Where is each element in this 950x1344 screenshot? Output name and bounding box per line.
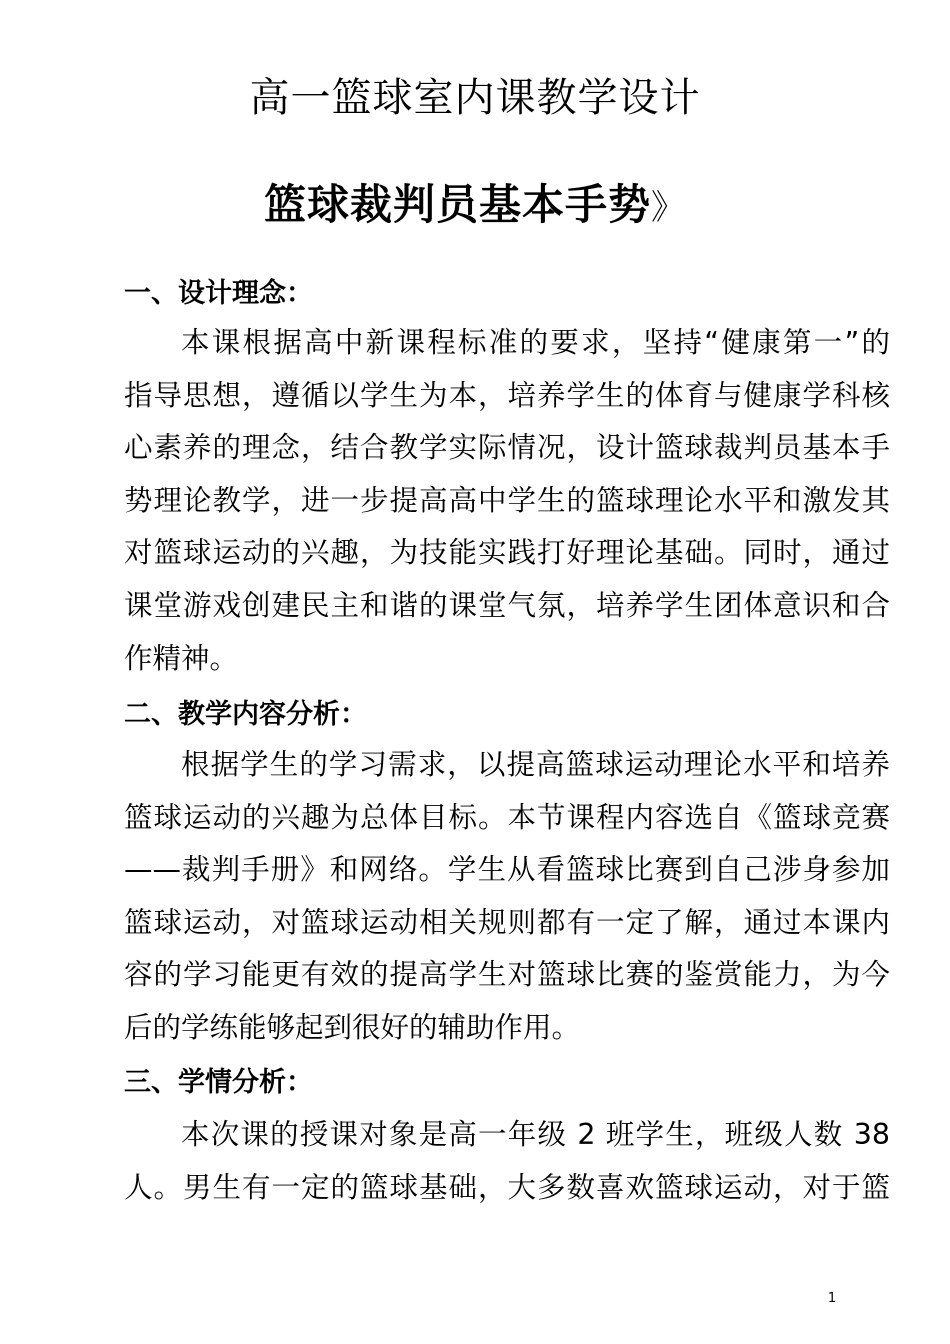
paragraph-line: 后的学练能够起到很好的辅助作用。 bbox=[124, 1010, 581, 1044]
subtitle-closing-bracket: 》 bbox=[651, 188, 686, 228]
paragraph-line: ——裁判手册》和网络。学生从看篮球比赛到自己涉身参加 bbox=[124, 853, 890, 887]
subtitle-text: 篮球裁判员基本手势 bbox=[263, 180, 651, 229]
paragraph-line: 课堂游戏创建民主和谐的课堂气氛，培养学生团体意识和合 bbox=[124, 588, 890, 622]
section-paragraph-content-analysis bbox=[124, 739, 890, 1055]
paragraph-line: 人。男生有一定的篮球基础，大多数喜欢篮球运动，对于篮 bbox=[124, 1170, 890, 1204]
section-heading-learner-analysis: 三、学情分析： bbox=[124, 1067, 313, 1098]
paragraph-line: 篮球运动，对篮球运动相关规则都有一定了解，通过本课内 bbox=[124, 905, 890, 939]
paragraph-line: 篮球运动的兴趣为总体目标。本节课程内容选自《篮球竞赛 bbox=[124, 800, 890, 834]
paragraph-line: 容的学习能更有效的提高学生对篮球比赛的鉴赏能力，为今 bbox=[124, 958, 890, 992]
paragraph-line: 本次课的授课对象是高一年级 2 班学生，班级人数 38 bbox=[181, 1118, 890, 1151]
paragraph-line: 指导思想，遵循以学生为本，培养学生的体育与健康学科核 bbox=[124, 378, 890, 412]
section-paragraph-learner-analysis bbox=[124, 1109, 890, 1214]
paragraph-line: 势理论教学，进一步提高高中学生的篮球理论水平和激发其 bbox=[124, 483, 890, 517]
page-number: 1 bbox=[827, 1291, 837, 1306]
document-subtitle bbox=[0, 176, 950, 237]
paragraph-line: 心素养的理念，结合教学实际情况，设计篮球裁判员基本手 bbox=[124, 431, 890, 465]
section-heading-content-analysis: 二、教学内容分析： bbox=[124, 699, 367, 730]
paragraph-line: 根据学生的学习需求，以提高篮球运动理论水平和培养 bbox=[181, 748, 890, 781]
section-paragraph-design-concept bbox=[124, 317, 890, 685]
section-heading-design-concept: 一、设计理念： bbox=[124, 278, 313, 309]
paragraph-line: 本课根据高中新课程标准的要求，坚持“健康第一”的 bbox=[181, 326, 890, 359]
paragraph-line: 对篮球运动的兴趣，为技能实践打好理论基础。同时，通过 bbox=[124, 536, 890, 570]
document-title: 高一篮球室内课教学设计 bbox=[249, 75, 701, 121]
paragraph-line: 作精神。 bbox=[124, 641, 239, 675]
